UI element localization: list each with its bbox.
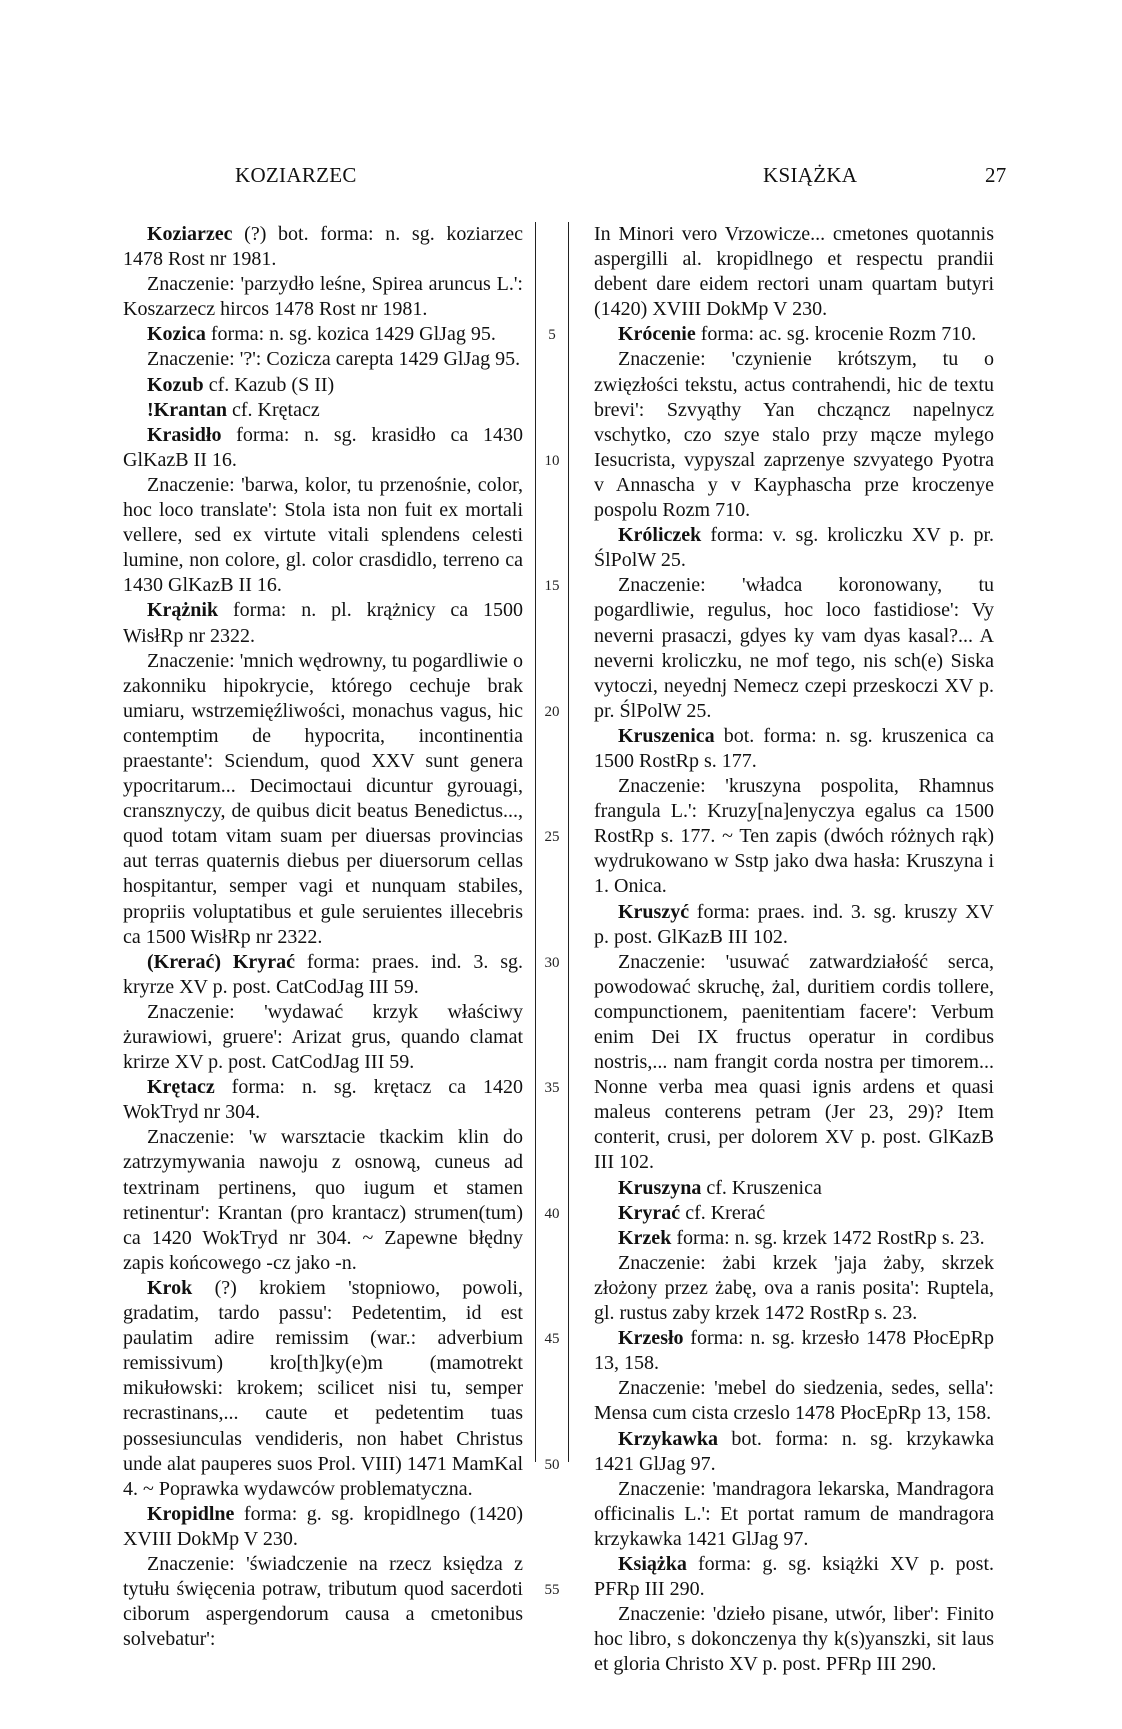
headword: Krzykawka bbox=[618, 1427, 718, 1450]
running-head-right: KSIĄŻKA bbox=[763, 163, 858, 187]
left-column bbox=[123, 222, 523, 1652]
entry-text: forma: n. sg. krętacz ca 1420 WokTryd nr 304. bbox=[123, 1076, 523, 1124]
entry-text: Znaczenie: 'usuwać zatwardziałość serca, powodować skruchę, żal, duritiem cordis tollere, compunctionem, paenitentiam facere': Verbum enim Dei IX fructus operatur in cordibus nostris,... nam frangit corda nostra per timorem... Nonne verba mea quasi ignis ardens et quasi maleus conterens petram (Jer 23, 29)? Item conterit, crusi, per dolorem XV p. post. GlKazB III 102. bbox=[594, 950, 994, 1174]
dictionary-entry bbox=[123, 473, 523, 598]
headword: Krzek bbox=[618, 1226, 672, 1249]
line-number: 20 bbox=[544, 703, 560, 720]
entry-text: bot. forma: n. sg. kruszenica ca 1500 RostRp s. 177. bbox=[594, 724, 994, 772]
entry-text: Znaczenie: żabi krzek 'jaja żaby, skrzek złożony przez żabę, ova a ranis posita': Ruptela, gl. rustus zaby krzek 1472 RostRp s. 23. bbox=[594, 1251, 994, 1325]
entry-text: forma: n. sg. krzesło 1478 PłocEpRp 13, 158. bbox=[594, 1327, 994, 1375]
headword: Krócenie bbox=[618, 323, 696, 346]
entry-text: Znaczenie: 'w warsztacie tkackim klin do zatrzymywania nawoju z osnową, cuneus ad textrinam pertinens, quo iugum et stamen retinentur': Krantan (pro krantacz) strumen(tum) ca 1420 WokTryd nr 304. ~ Zapewne błędny zapis końcowego -cz jako -n. bbox=[123, 1126, 523, 1274]
line-number: 55 bbox=[544, 1582, 560, 1599]
headword: Książka bbox=[618, 1552, 687, 1575]
entry-text: Znaczenie: 'czynienie krótszym, tu o zwięzłości tekstu, actus contrahendi, hic de textu brevi': Szvyąthy Yan chcząncz napelnycz vschytko, czo szye stalo przy mącze mylego Iesucrista, vypyszal zaprzenye szvyatego Pyotra v Annascha y v Kayphascha prze kroczenye pospolu Rozm 710. bbox=[594, 348, 994, 522]
dictionary-entry bbox=[123, 649, 523, 950]
dictionary-entry bbox=[594, 1201, 994, 1226]
line-number: 10 bbox=[544, 452, 560, 469]
dictionary-entry bbox=[123, 598, 523, 648]
entry-text: Znaczenie: 'kruszyna pospolita, Rhamnus frangula L.': Kruzy[na]enyczya egalus ca 1500 RostRp s. 177. ~ Ten zapis (dwóch różnych rąk) wydrukowano w Sstp jako dwa hasła: Kruszyna i 1. Onica. bbox=[594, 775, 994, 898]
headword: Kryrać bbox=[618, 1201, 681, 1224]
dictionary-entry bbox=[594, 523, 994, 573]
entry-text: forma: v. sg. kroliczku XV p. pr. ŚlPolW 25. bbox=[594, 524, 994, 572]
dictionary-entry bbox=[123, 1125, 523, 1276]
dictionary-entry bbox=[123, 950, 523, 1000]
headword: Kruszyna bbox=[618, 1176, 702, 1199]
entry-text: cf. Krętacz bbox=[227, 398, 320, 421]
headword: Krążnik bbox=[147, 599, 219, 622]
headword: !Krantan bbox=[147, 398, 227, 421]
dictionary-entry bbox=[594, 774, 994, 899]
dictionary-entry bbox=[594, 573, 994, 724]
dictionary-entry bbox=[123, 222, 523, 272]
dictionary-entry bbox=[594, 1477, 994, 1552]
headword: Krasidło bbox=[147, 423, 222, 446]
line-number: 30 bbox=[544, 954, 560, 971]
dictionary-entry bbox=[594, 1602, 994, 1677]
entry-text: forma: ac. sg. krocenie Rozm 710. bbox=[695, 323, 977, 346]
entry-text: Znaczenie: 'barwa, kolor, tu przenośnie, color, hoc loco translate': Stola ista non fuit ex mortali vellere, sed ex virtute vitali splendens celesti lumine, non colore, gl. color crasdidlo, terreno ca 1430 GlKazB II 16. bbox=[123, 473, 523, 597]
entry-text: Znaczenie: 'parzydło leśne, Spirea aruncus L.': Koszarzecz hircos 1478 Rost nr 1981. bbox=[123, 273, 523, 321]
dictionary-entry bbox=[594, 1427, 994, 1477]
entry-text: Znaczenie: 'władca koronowany, tu pogardliwie, regulus, hoc loco fastidiose': Vy neverni prasaczi, gdyes ky vam dyas kasal?... A neverni kroliczku, ne mof tego, nis sch(e) Siska vytoczi, neyednj Nemecz czepi przeskoczi XV p. pr. ŚlPolW 25. bbox=[594, 574, 994, 722]
headword: (Krerać) Kryrać bbox=[147, 950, 296, 973]
line-number: 15 bbox=[544, 578, 560, 595]
dictionary-entry bbox=[594, 1226, 994, 1251]
dictionary-entry bbox=[594, 950, 994, 1176]
dictionary-entry bbox=[594, 347, 994, 523]
headword: Kruszyć bbox=[618, 900, 690, 923]
headword: Kozub bbox=[147, 373, 204, 396]
dictionary-entry bbox=[123, 373, 523, 398]
line-number: 25 bbox=[544, 829, 560, 846]
entry-text: forma: n. pl. krążnicy ca 1500 WisłRp nr 2322. bbox=[123, 599, 523, 647]
page-number: 27 bbox=[985, 163, 1007, 187]
dictionary-entry bbox=[594, 1376, 994, 1426]
dictionary-entry bbox=[123, 1000, 523, 1075]
entry-text: forma: n. sg. kozica 1429 GlJag 95. bbox=[205, 323, 496, 346]
line-number: 40 bbox=[544, 1205, 560, 1222]
line-number: 35 bbox=[544, 1080, 560, 1097]
headword: Krok bbox=[147, 1276, 193, 1299]
entry-text: forma: n. sg. krasidło ca 1430 GlKazB II 16. bbox=[123, 423, 523, 471]
entry-text: (?) bot. forma: n. sg. koziarzec 1478 Rost nr 1981. bbox=[123, 223, 523, 271]
dictionary-entry bbox=[123, 398, 523, 423]
dictionary-entry bbox=[123, 322, 523, 347]
dictionary-entry bbox=[123, 1075, 523, 1125]
headword: Kozica bbox=[147, 323, 206, 346]
dictionary-entry bbox=[594, 1176, 994, 1201]
entry-text: cf. Kazub (S II) bbox=[203, 373, 335, 396]
entry-text: Znaczenie: 'mebel do siedzenia, sedes, sella': Mensa cum cista crzeslo 1478 PłocEpRp 13, 158. bbox=[594, 1377, 994, 1425]
entry-text: forma: praes. ind. 3. sg. kryrze XV p. post. CatCodJag III 59. bbox=[123, 950, 523, 998]
column-rule-right bbox=[568, 222, 569, 1462]
headword: Króliczek bbox=[618, 524, 702, 547]
entry-text: Znaczenie: '?': Cozicza carepta 1429 GlJag 95. bbox=[147, 348, 521, 371]
entry-text: bot. forma: n. sg. krzykawka 1421 GlJag 97. bbox=[594, 1427, 994, 1475]
line-number: 50 bbox=[544, 1456, 560, 1473]
dictionary-entry bbox=[594, 1552, 994, 1602]
entry-text: In Minori vero Vrzowicze... cmetones quotannis aspergilli al. kropidlnego et respectu prandii debent dare eidem rectori unam quartam butyri (1420) XVIII DokMp V 230. bbox=[594, 223, 994, 321]
entry-text: Znaczenie: 'dzieło pisane, utwór, liber': Finito hoc libro, s dokonczenya thy k(s)yanszki, sit laus et gloria Christo XV p. post. PFRp III 290. bbox=[594, 1603, 994, 1676]
headword: Krętacz bbox=[147, 1076, 215, 1099]
dictionary-entry bbox=[594, 900, 994, 950]
entry-text: forma: n. sg. krzek 1472 RostRp s. 23. bbox=[671, 1226, 985, 1249]
running-head-left: KOZIARZEC bbox=[235, 163, 357, 187]
entry-text: Znaczenie: 'mnich wędrowny, tu pogardliwie o zakonniku hipokrycie, którego cechuje brak umiaru, wstrzemięźliwości, monachus vagus, hic contemptim de hypocrita, incontinentia praestante': Sciendum, quod XXV sunt genera ypocritarum... Decimoctaui dicuntur gyrouagi, cransznyczy, de quibus dicit beatus Benedictus..., quod totam vitam suam per diuersas provincias aut terras quaternis diebus per diuersorum cellas hospitantur, semper vagi et nunquam stabiles, propriis voluptatibus et gule seruientes illecebris ca 1500 WisłRp nr 2322. bbox=[123, 649, 523, 948]
headword: Kruszenica bbox=[618, 724, 715, 747]
right-column bbox=[594, 222, 994, 1677]
dictionary-entry bbox=[594, 322, 994, 347]
headword: Koziarzec bbox=[147, 223, 233, 245]
entry-text: Znaczenie: 'świadczenie na rzecz księdza z tytułu święcenia potraw, tributum quod sacerdoti ciborum aspergendorum causa a cmetonibus solvebatur': bbox=[123, 1552, 523, 1651]
line-number: 45 bbox=[544, 1331, 560, 1348]
column-rule-left bbox=[535, 222, 536, 1462]
entry-text: (?) krokiem 'stopniowo, powoli, gradatim, tardo passu': Pedetentim, id est paulatim adire remissim (war.: adverbium remissivum) kro[th]ky(e)m (mamotrekt mikułowski: krokem; scilicet nisi tu, semper recrastinans,... caute et pedetentim tuas possesiunculas vendideris, non habet Christus unde alat pauperes suos Prol. VIII) 1471 MamKal 4. ~ Poprawka wydawców problematyczna. bbox=[123, 1276, 523, 1500]
dictionary-entry bbox=[594, 1326, 994, 1376]
headword: Krzesło bbox=[618, 1327, 684, 1350]
dictionary-entry bbox=[594, 724, 994, 774]
entry-text: forma: praes. ind. 3. sg. kruszy XV p. post. GlKazB III 102. bbox=[594, 900, 994, 948]
dictionary-entry bbox=[123, 423, 523, 473]
dictionary-entry bbox=[123, 272, 523, 322]
dictionary-entry bbox=[594, 222, 994, 322]
entry-text: forma: g. sg. kropidlnego (1420) XVIII DokMp V 230. bbox=[123, 1502, 523, 1550]
entry-text: Znaczenie: 'wydawać krzyk właściwy żurawiowi, gruere': Arizat grus, quando clamat krirze XV p. post. CatCodJag III 59. bbox=[123, 1000, 523, 1074]
entry-text: Znaczenie: 'mandragora lekarska, Mandragora officinalis L.': Et portat ramum de mandragora krzykawka 1421 GlJag 97. bbox=[594, 1477, 994, 1550]
entry-text: cf. Kruszenica bbox=[701, 1176, 822, 1199]
dictionary-entry bbox=[123, 1552, 523, 1652]
dictionary-entry bbox=[123, 1276, 523, 1502]
dictionary-entry bbox=[123, 347, 523, 372]
headword: Kropidlne bbox=[147, 1502, 235, 1525]
dictionary-entry bbox=[123, 1502, 523, 1552]
dictionary-entry bbox=[594, 1251, 994, 1326]
entry-text: cf. Krerać bbox=[680, 1201, 766, 1224]
line-number: 5 bbox=[548, 327, 556, 344]
entry-text: forma: g. sg. książki XV p. post. PFRp III 290. bbox=[594, 1552, 994, 1601]
